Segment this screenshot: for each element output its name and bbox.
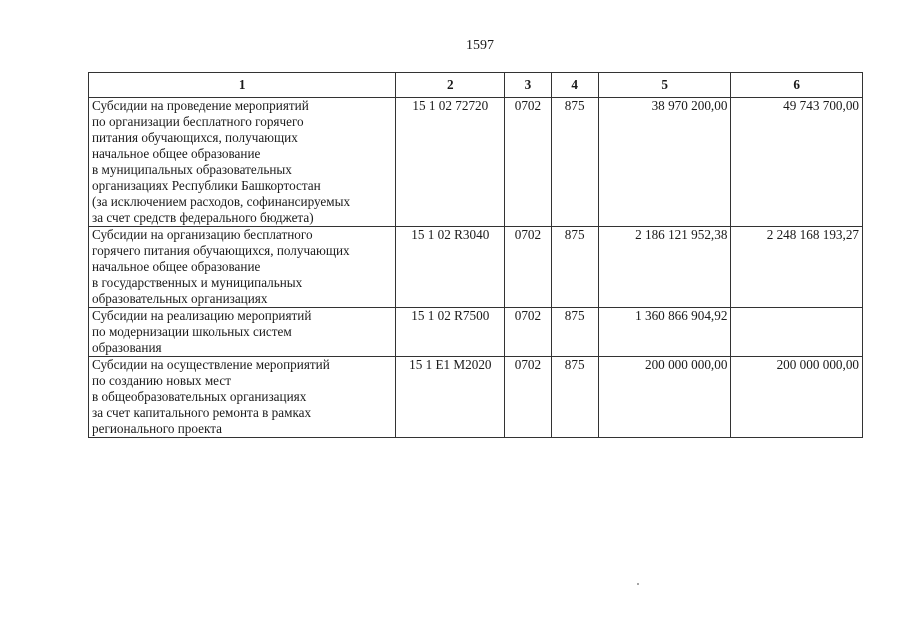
table-row bbox=[89, 227, 863, 308]
row-section: 0702 bbox=[505, 98, 551, 227]
row-amount-col6: 200 000 000,00 bbox=[731, 357, 863, 438]
row-description: Субсидии на реализацию мероприятий по модернизации школьных систем образования bbox=[89, 308, 396, 357]
page-number: 1597 bbox=[466, 38, 494, 53]
table-row bbox=[89, 308, 863, 357]
row-section: 0702 bbox=[505, 357, 551, 438]
header-col-4: 4 bbox=[551, 73, 598, 98]
row-code: 15 1 02 72720 bbox=[396, 98, 505, 227]
row-section: 0702 bbox=[505, 308, 551, 357]
row-amount-col6: 49 743 700,00 bbox=[731, 98, 863, 227]
row-amount-col5: 2 186 121 952,38 bbox=[598, 227, 731, 308]
row-code: 15 1 02 R7500 bbox=[396, 308, 505, 357]
scan-speck bbox=[637, 583, 639, 585]
row-amount-col6 bbox=[731, 308, 863, 357]
row-amount-col5: 200 000 000,00 bbox=[598, 357, 731, 438]
row-code: 15 1 02 R3040 bbox=[396, 227, 505, 308]
table-row bbox=[89, 357, 863, 438]
row-description: Субсидии на организацию бесплатного горячего питания обучающихся, получающих начальное общее образование в государственных и муниципальных образовательных организациях bbox=[89, 227, 396, 308]
row-amount-col5: 1 360 866 904,92 bbox=[598, 308, 731, 357]
header-col-2: 2 bbox=[396, 73, 505, 98]
budget-table bbox=[88, 72, 863, 438]
header-row bbox=[89, 73, 863, 98]
row-description: Субсидии на осуществление мероприятий по созданию новых мест в общеобразовательных организациях за счет капитального ремонта в рамках регионального проекта bbox=[89, 357, 396, 438]
header-col-6: 6 bbox=[731, 73, 863, 98]
header-col-3: 3 bbox=[505, 73, 551, 98]
row-type: 875 bbox=[551, 308, 598, 357]
row-description: Субсидии на проведение мероприятий по организации бесплатного горячего питания обучающихся, получающих начальное общее образование в муниципальных образовательных организациях Республики Башкортостан (за исключением расходов, софинансируемых за счет средств федерального бюджета) bbox=[89, 98, 396, 227]
table-row bbox=[89, 98, 863, 227]
row-type: 875 bbox=[551, 357, 598, 438]
row-type: 875 bbox=[551, 98, 598, 227]
row-code: 15 1 E1 M2020 bbox=[396, 357, 505, 438]
row-section: 0702 bbox=[505, 227, 551, 308]
header-col-5: 5 bbox=[598, 73, 731, 98]
row-amount-col6: 2 248 168 193,27 bbox=[731, 227, 863, 308]
row-amount-col5: 38 970 200,00 bbox=[598, 98, 731, 227]
header-col-1: 1 bbox=[89, 73, 396, 98]
row-type: 875 bbox=[551, 227, 598, 308]
